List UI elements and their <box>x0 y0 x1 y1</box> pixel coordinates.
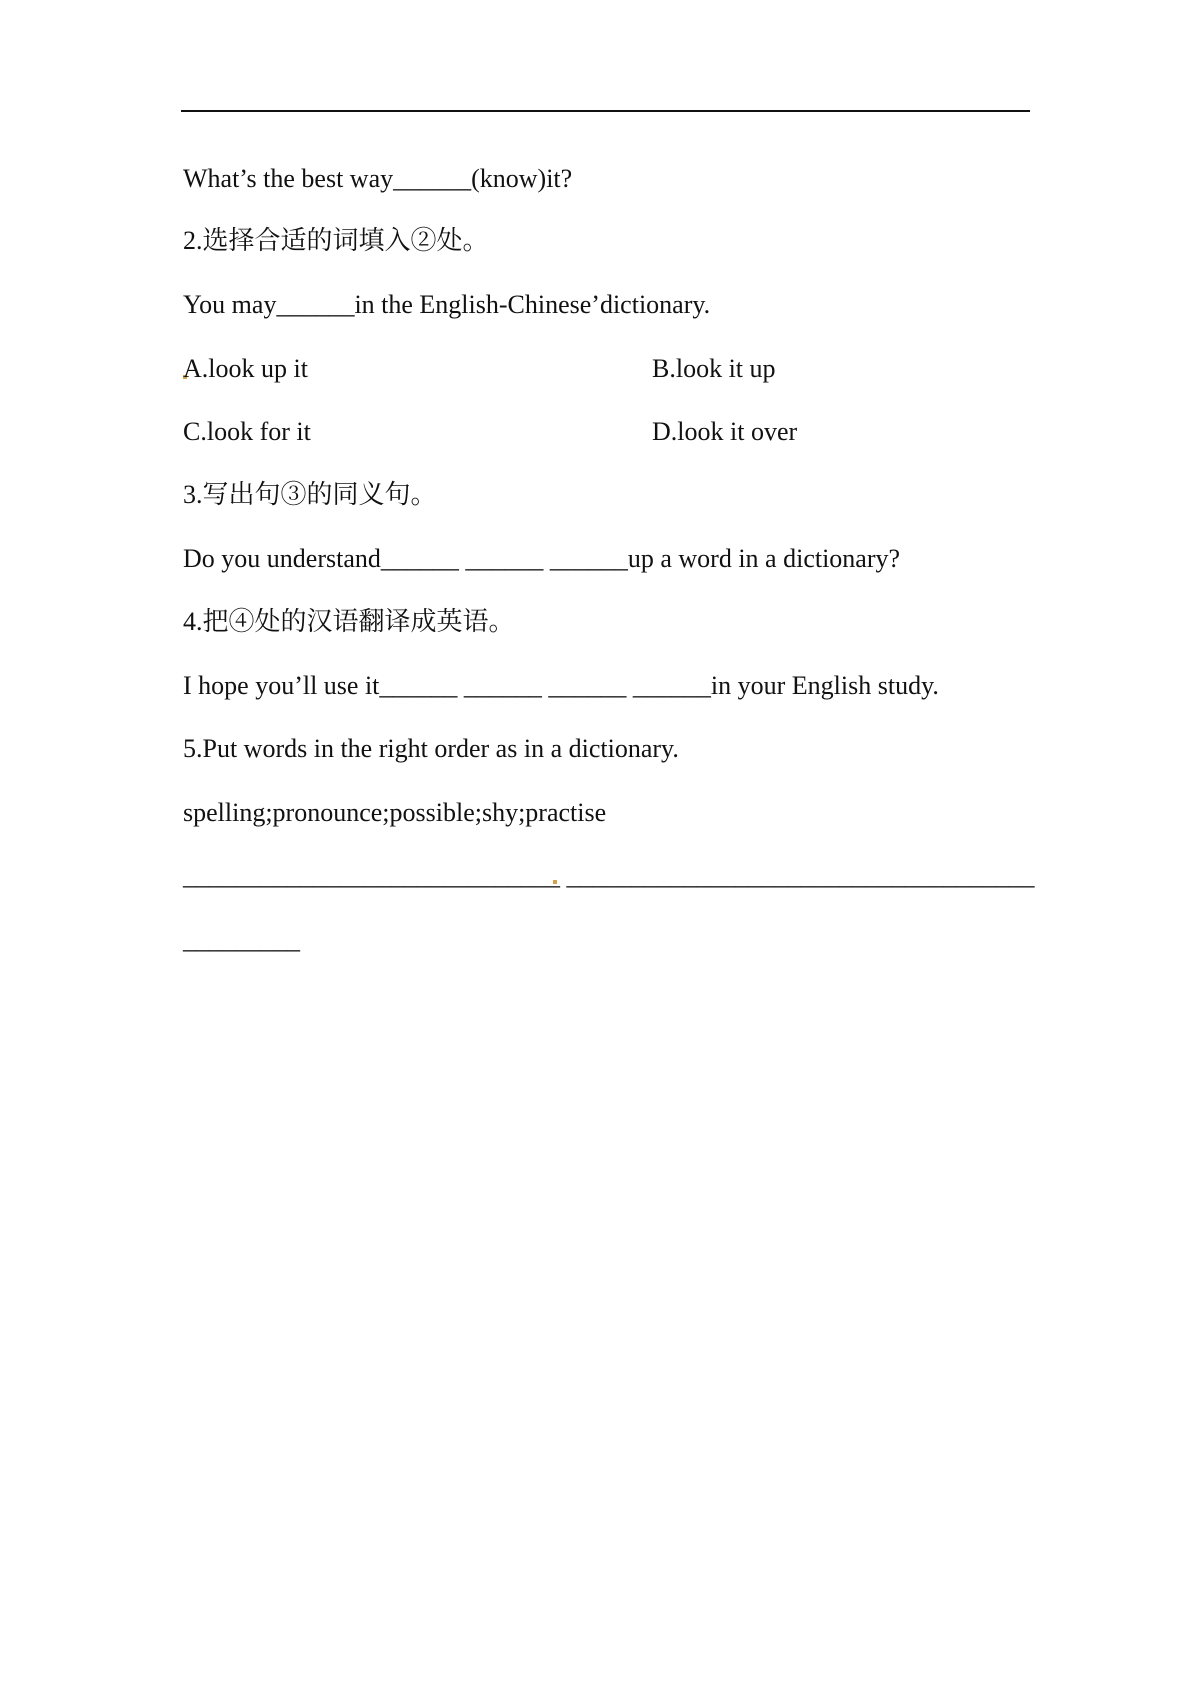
answer-line-continued: _________ <box>183 925 300 954</box>
answer-line: _____________________________ ____________________________________ <box>183 861 1035 890</box>
top-rule <box>181 110 1030 112</box>
q2-instruction: 2.选择合适的词填入②处。 <box>183 226 489 255</box>
q5-word-list: spelling;pronounce;possible;shy;practise <box>183 798 607 827</box>
q2-sentence: You may______in the English-Chinese’dictionary. <box>183 290 711 319</box>
q1-sentence: What’s the best way______(know)it? <box>183 164 573 193</box>
q5-instruction: 5.Put words in the right order as in a dictionary. <box>183 734 679 763</box>
q4-instruction: 4.把④处的汉语翻译成英语。 <box>183 607 515 636</box>
option-b: B.look it up <box>652 354 776 383</box>
q3-sentence: Do you understand______ ______ ______up a word in a dictionary? <box>183 544 901 573</box>
option-c: C.look for it <box>183 417 311 446</box>
q3-instruction: 3.写出句③的同义句。 <box>183 480 437 509</box>
option-d: D.look it over <box>652 417 798 446</box>
q4-sentence: I hope you’ll use it______ ______ ______ ______in your English study. <box>183 671 939 700</box>
option-a: A.look up it <box>183 354 308 383</box>
